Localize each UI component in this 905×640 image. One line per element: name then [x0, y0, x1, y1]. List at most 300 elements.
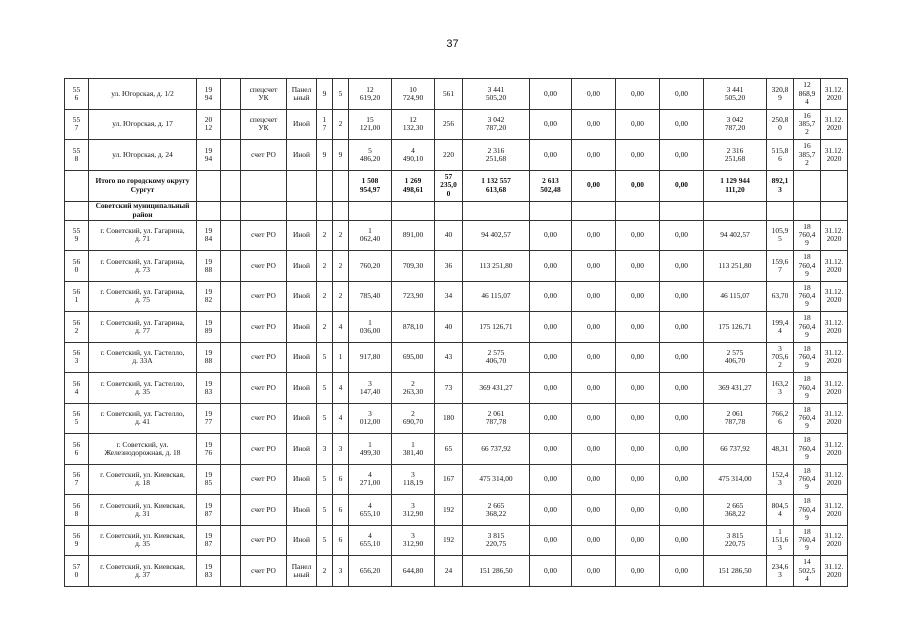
cell-cost-municipal: 0,00	[616, 109, 660, 140]
table-row	[65, 464, 848, 495]
cell-unit-cost: 3 705,6 2	[767, 342, 794, 373]
cell-year: 19 88	[197, 342, 221, 373]
cell-address: г. Советский, ул. Киевская, д. 35	[89, 525, 197, 556]
cell-address: г. Советский, ул. Гагарина, д. 75	[89, 281, 197, 312]
cell-deadline: 31.12. 2020	[821, 464, 848, 495]
cell-cost-owners: 151 286,50	[704, 556, 767, 587]
cell-empty	[221, 403, 241, 434]
cell-empty	[221, 495, 241, 526]
cell-entrances: 1	[333, 342, 349, 373]
cell-wall-material: Иной	[287, 525, 317, 556]
cell-area-total: 12 619,20	[349, 79, 392, 110]
cell-cost-other: 0,00	[660, 556, 704, 587]
table-row	[65, 79, 848, 110]
cell-entrances: 6	[333, 464, 349, 495]
cell-cost-municipal: 0,00	[616, 342, 660, 373]
cell-fund-type: счет РО	[241, 556, 287, 587]
cell-unit-cost: 199,4 4	[767, 312, 794, 343]
cell-entrances: 6	[333, 525, 349, 556]
cell-cost-fund: 0,00	[530, 434, 572, 465]
cell-cost-municipal: 0,00	[616, 220, 660, 251]
cell-cost-other: 0,00	[660, 79, 704, 110]
cell-max-cost: 18 760,4 9	[794, 312, 821, 343]
total-residents: 57 235,0 0	[435, 170, 463, 201]
sovetsky-rows	[65, 220, 848, 586]
cell-entrances: 3	[333, 434, 349, 465]
cell-area-total: 917,80	[349, 342, 392, 373]
cell-wall-material: Иной	[287, 220, 317, 251]
cell-year: 19 88	[197, 251, 221, 282]
cell-cost-fund: 0,00	[530, 79, 572, 110]
cell-residents: 43	[435, 342, 463, 373]
cell-cost-municipal: 0,00	[616, 79, 660, 110]
cell-fund-type: счет РО	[241, 251, 287, 282]
cell-number: 55 7	[65, 109, 89, 140]
cell-deadline: 31.12. 2020	[821, 403, 848, 434]
cell-unit-cost: 320,8 9	[767, 79, 794, 110]
cell-cost-regional: 0,00	[572, 251, 616, 282]
cell-number: 57 0	[65, 556, 89, 587]
cell-year: 19 77	[197, 403, 221, 434]
table-row	[65, 434, 848, 465]
cell-empty	[221, 556, 241, 587]
cell-fund-type: счет РО	[241, 464, 287, 495]
cell-cost-fund: 0,00	[530, 525, 572, 556]
cell-cost-fund: 0,00	[530, 251, 572, 282]
cell-fund-type: счет РО	[241, 525, 287, 556]
cell-address: г. Советский, ул. Киевская, д. 18	[89, 464, 197, 495]
cell-area-living: 695,00	[392, 342, 435, 373]
cell-number: 55 8	[65, 140, 89, 171]
cell-area-total: 4 271,00	[349, 464, 392, 495]
cell-deadline: 31.12. 2020	[821, 220, 848, 251]
cell-cost-total: 2 061 787,78	[463, 403, 530, 434]
cell-cost-municipal: 0,00	[616, 464, 660, 495]
cell-area-living: 1 381,40	[392, 434, 435, 465]
cell-cost-regional: 0,00	[572, 403, 616, 434]
cell-fund-type: спецсчет УК	[241, 79, 287, 110]
total-cost-owners: 1 129 944 111,20	[704, 170, 767, 201]
cell-fund-type: счет РО	[241, 403, 287, 434]
cell-cost-total: 2 316 251,68	[463, 140, 530, 171]
cell-cost-municipal: 0,00	[616, 281, 660, 312]
cell-residents: 73	[435, 373, 463, 404]
cell-fund-type: счет РО	[241, 434, 287, 465]
surgut-rows	[65, 79, 848, 171]
cell-number: 55 6	[65, 79, 89, 110]
cell-cost-other: 0,00	[660, 434, 704, 465]
cell-empty	[221, 342, 241, 373]
cell-cost-other: 0,00	[660, 342, 704, 373]
cell-empty	[221, 434, 241, 465]
cell-empty	[221, 79, 241, 110]
cell-cost-regional: 0,00	[572, 79, 616, 110]
cell-address: г. Советский, ул. Гастелло, д. 35	[89, 373, 197, 404]
cell-cost-municipal: 0,00	[616, 403, 660, 434]
cell-floors: 9	[317, 140, 333, 171]
cell-entrances: 2	[333, 109, 349, 140]
cell-address: г. Советский, ул. Киевская, д. 37	[89, 556, 197, 587]
cell-area-living: 878,10	[392, 312, 435, 343]
cell-cost-owners: 2 316 251,68	[704, 140, 767, 171]
cell-cost-fund: 0,00	[530, 495, 572, 526]
cell-wall-material: Иной	[287, 403, 317, 434]
cell-area-living: 2 263,30	[392, 373, 435, 404]
cell-number: 56 7	[65, 464, 89, 495]
cell-cost-municipal: 0,00	[616, 525, 660, 556]
cell-cost-total: 2 665 368,22	[463, 495, 530, 526]
cell-address: г. Советский, ул. Гастелло, д. 33А	[89, 342, 197, 373]
cell-cost-regional: 0,00	[572, 281, 616, 312]
cell-number: 56 2	[65, 312, 89, 343]
total-c3: 0,00	[616, 170, 660, 201]
cell-residents: 36	[435, 251, 463, 282]
cell-cost-owners: 2 665 368,22	[704, 495, 767, 526]
cell-max-cost: 18 760,4 9	[794, 434, 821, 465]
cell-cost-fund: 0,00	[530, 220, 572, 251]
table-row	[65, 495, 848, 526]
cell-max-cost: 18 760,4 9	[794, 373, 821, 404]
cell-number: 56 6	[65, 434, 89, 465]
cell-number: 56 4	[65, 373, 89, 404]
total-num	[65, 170, 89, 201]
cell-year: 19 85	[197, 464, 221, 495]
cell-cost-owners: 113 251,80	[704, 251, 767, 282]
cell-cost-owners: 3 042 787,20	[704, 109, 767, 140]
cell-wall-material: Иной	[287, 464, 317, 495]
cell-entrances: 2	[333, 281, 349, 312]
cell-unit-cost: 766,2 6	[767, 403, 794, 434]
cell-unit-cost: 1 151,6 3	[767, 525, 794, 556]
cell-residents: 167	[435, 464, 463, 495]
cell-year: 19 94	[197, 140, 221, 171]
cell-area-living: 891,00	[392, 220, 435, 251]
cell-deadline: 31.12. 2020	[821, 140, 848, 171]
cell-unit-cost: 105,9 5	[767, 220, 794, 251]
cell-residents: 561	[435, 79, 463, 110]
table-row	[65, 109, 848, 140]
cell-number: 55 9	[65, 220, 89, 251]
cell-area-total: 4 655,10	[349, 525, 392, 556]
cell-year: 19 87	[197, 495, 221, 526]
cell-cost-municipal: 0,00	[616, 434, 660, 465]
cell-fund-type: счет РО	[241, 495, 287, 526]
table-row	[65, 220, 848, 251]
cell-fund-type: счет РО	[241, 342, 287, 373]
cell-unit-cost: 234,6 3	[767, 556, 794, 587]
cell-max-cost: 14 502,5 4	[794, 556, 821, 587]
cell-cost-total: 94 402,57	[463, 220, 530, 251]
cell-cost-municipal: 0,00	[616, 556, 660, 587]
cell-floors: 9	[317, 79, 333, 110]
cell-cost-fund: 0,00	[530, 464, 572, 495]
cell-cost-municipal: 0,00	[616, 495, 660, 526]
cell-max-cost: 18 760,4 9	[794, 281, 821, 312]
cell-unit-cost: 515,8 6	[767, 140, 794, 171]
cell-unit-cost: 250,8 0	[767, 109, 794, 140]
cell-empty	[221, 220, 241, 251]
cell-empty	[221, 312, 241, 343]
cell-empty	[221, 373, 241, 404]
cell-max-cost: 18 760,4 9	[794, 525, 821, 556]
cell-address: ул. Югорская, д. 1/2	[89, 79, 197, 110]
cell-empty	[221, 109, 241, 140]
cell-address: г. Советский, ул. Киевская, д. 31	[89, 495, 197, 526]
cell-cost-regional: 0,00	[572, 495, 616, 526]
cell-entrances: 4	[333, 312, 349, 343]
cell-fund-type: счет РО	[241, 140, 287, 171]
total-row	[65, 170, 848, 201]
cell-cost-regional: 0,00	[572, 312, 616, 343]
cell-max-cost: 18 760,4 9	[794, 403, 821, 434]
table-row	[65, 373, 848, 404]
cell-cost-other: 0,00	[660, 109, 704, 140]
cell-cost-owners: 175 126,71	[704, 312, 767, 343]
cell-area-total: 3 147,40	[349, 373, 392, 404]
cell-residents: 192	[435, 495, 463, 526]
cell-cost-fund: 0,00	[530, 281, 572, 312]
cell-fund-type: счет РО	[241, 220, 287, 251]
cell-cost-owners: 3 441 505,20	[704, 79, 767, 110]
cell-area-total: 5 486,20	[349, 140, 392, 171]
cell-entrances: 2	[333, 251, 349, 282]
cell-address: г. Советский, ул. Гагарина, д. 73	[89, 251, 197, 282]
cell-year: 19 87	[197, 525, 221, 556]
cell-cost-other: 0,00	[660, 251, 704, 282]
cell-floors: 2	[317, 281, 333, 312]
cell-deadline: 31.12. 2020	[821, 281, 848, 312]
cell-area-living: 3 312,90	[392, 495, 435, 526]
cell-floors: 2	[317, 312, 333, 343]
cell-floors: 1 7	[317, 109, 333, 140]
cell-year: 20 12	[197, 109, 221, 140]
table-row	[65, 251, 848, 282]
capital-repair-table	[64, 78, 848, 587]
cell-cost-total: 3 815 220,75	[463, 525, 530, 556]
cell-area-living: 10 724,90	[392, 79, 435, 110]
cell-cost-total: 2 575 406,70	[463, 342, 530, 373]
table-row	[65, 525, 848, 556]
cell-floors: 5	[317, 342, 333, 373]
cell-cost-fund: 0,00	[530, 373, 572, 404]
cell-wall-material: Панел ьный	[287, 79, 317, 110]
cell-cost-regional: 0,00	[572, 464, 616, 495]
cell-area-living: 644,80	[392, 556, 435, 587]
cell-cost-owners: 475 314,00	[704, 464, 767, 495]
cell-unit-cost: 159,6 7	[767, 251, 794, 282]
cell-cost-other: 0,00	[660, 281, 704, 312]
cell-cost-total: 3 042 787,20	[463, 109, 530, 140]
cell-cost-fund: 0,00	[530, 312, 572, 343]
cell-residents: 180	[435, 403, 463, 434]
cell-wall-material: Иной	[287, 342, 317, 373]
cell-area-living: 3 312,90	[392, 525, 435, 556]
cell-cost-other: 0,00	[660, 403, 704, 434]
cell-entrances: 4	[333, 403, 349, 434]
cell-cost-regional: 0,00	[572, 220, 616, 251]
cell-cost-other: 0,00	[660, 140, 704, 171]
cell-address: г. Советский, ул. Железнодорожная, д. 18	[89, 434, 197, 465]
cell-floors: 2	[317, 220, 333, 251]
cell-residents: 256	[435, 109, 463, 140]
cell-number: 56 1	[65, 281, 89, 312]
cell-wall-material: Иной	[287, 109, 317, 140]
cell-area-total: 1 499,30	[349, 434, 392, 465]
cell-fund-type: счет РО	[241, 373, 287, 404]
cell-wall-material: Иной	[287, 373, 317, 404]
cell-unit-cost: 48,31	[767, 434, 794, 465]
total-c2: 0,00	[572, 170, 616, 201]
cell-floors: 2	[317, 251, 333, 282]
cell-entrances: 4	[333, 373, 349, 404]
table-row	[65, 140, 848, 171]
cell-area-total: 1 062,40	[349, 220, 392, 251]
cell-cost-owners: 46 115,07	[704, 281, 767, 312]
total-c1: 2 613 502,48	[530, 170, 572, 201]
cell-year: 19 89	[197, 312, 221, 343]
cell-address: г. Советский, ул. Гагарина, д. 71	[89, 220, 197, 251]
table-row	[65, 556, 848, 587]
cell-number: 56 5	[65, 403, 89, 434]
cell-entrances: 9	[333, 140, 349, 171]
cell-wall-material: Иной	[287, 495, 317, 526]
cell-wall-material: Иной	[287, 281, 317, 312]
cell-max-cost: 18 760,4 9	[794, 220, 821, 251]
cell-residents: 34	[435, 281, 463, 312]
cell-cost-total: 3 441 505,20	[463, 79, 530, 110]
cell-cost-municipal: 0,00	[616, 312, 660, 343]
cell-cost-owners: 3 815 220,75	[704, 525, 767, 556]
cell-deadline: 31.12. 2020	[821, 373, 848, 404]
cell-cost-other: 0,00	[660, 220, 704, 251]
cell-cost-municipal: 0,00	[616, 251, 660, 282]
cell-area-total: 760,20	[349, 251, 392, 282]
cell-wall-material: Иной	[287, 140, 317, 171]
cell-year: 19 83	[197, 373, 221, 404]
cell-area-total: 785,40	[349, 281, 392, 312]
cell-year: 19 82	[197, 281, 221, 312]
cell-cost-regional: 0,00	[572, 140, 616, 171]
total-cost-total: 1 132 557 613,68	[463, 170, 530, 201]
cell-empty	[221, 464, 241, 495]
cell-empty	[221, 251, 241, 282]
cell-unit-cost: 63,70	[767, 281, 794, 312]
total-c4: 0,00	[660, 170, 704, 201]
cell-unit-cost: 163,2 3	[767, 373, 794, 404]
cell-entrances: 6	[333, 495, 349, 526]
cell-number: 56 8	[65, 495, 89, 526]
section-title: Советский муниципальный район	[89, 201, 197, 220]
cell-cost-regional: 0,00	[572, 342, 616, 373]
cell-cost-owners: 94 402,57	[704, 220, 767, 251]
cell-deadline: 31.12. 2020	[821, 251, 848, 282]
table-row	[65, 312, 848, 343]
cell-year: 19 84	[197, 220, 221, 251]
cell-number: 56 9	[65, 525, 89, 556]
cell-area-total: 15 121,00	[349, 109, 392, 140]
cell-entrances: 5	[333, 79, 349, 110]
cell-address: г. Советский, ул. Гагарина, д. 77	[89, 312, 197, 343]
cell-max-cost: 16 385,7 2	[794, 140, 821, 171]
cell-wall-material: Иной	[287, 434, 317, 465]
cell-residents: 65	[435, 434, 463, 465]
cell-cost-regional: 0,00	[572, 434, 616, 465]
page-number: 37	[446, 38, 459, 50]
total-unit-cost: 892,1 3	[767, 170, 794, 201]
cell-area-living: 2 690,70	[392, 403, 435, 434]
cell-area-living: 4 490,10	[392, 140, 435, 171]
cell-deadline: 31.12. 2020	[821, 525, 848, 556]
cell-wall-material: Иной	[287, 312, 317, 343]
cell-entrances: 2	[333, 220, 349, 251]
cell-max-cost: 12 868,9 4	[794, 79, 821, 110]
section-header-row	[65, 201, 848, 220]
cell-cost-owners: 369 431,27	[704, 373, 767, 404]
cell-floors: 2	[317, 556, 333, 587]
cell-fund-type: счет РО	[241, 312, 287, 343]
cell-address: ул. Югорская, д. 24	[89, 140, 197, 171]
cell-cost-total: 66 737,92	[463, 434, 530, 465]
table-row	[65, 403, 848, 434]
cell-empty	[221, 281, 241, 312]
cell-cost-total: 369 431,27	[463, 373, 530, 404]
cell-area-total: 656,20	[349, 556, 392, 587]
cell-year: 19 83	[197, 556, 221, 587]
cell-area-total: 4 655,10	[349, 495, 392, 526]
cell-cost-regional: 0,00	[572, 556, 616, 587]
cell-cost-total: 475 314,00	[463, 464, 530, 495]
total-label: Итого по городскому округу Сургут	[89, 170, 197, 201]
cell-cost-owners: 2 575 406,70	[704, 342, 767, 373]
table-row	[65, 342, 848, 373]
cell-cost-municipal: 0,00	[616, 140, 660, 171]
cell-cost-other: 0,00	[660, 464, 704, 495]
cell-max-cost: 18 760,4 9	[794, 342, 821, 373]
cell-deadline: 31.12. 2020	[821, 556, 848, 587]
cell-cost-fund: 0,00	[530, 342, 572, 373]
cell-cost-total: 46 115,07	[463, 281, 530, 312]
cell-deadline: 31.12. 2020	[821, 342, 848, 373]
cell-deadline: 31.12. 2020	[821, 434, 848, 465]
cell-area-living: 3 118,19	[392, 464, 435, 495]
cell-floors: 5	[317, 525, 333, 556]
cell-cost-fund: 0,00	[530, 140, 572, 171]
cell-entrances: 3	[333, 556, 349, 587]
total-area-living: 1 269 498,61	[392, 170, 435, 201]
cell-cost-total: 175 126,71	[463, 312, 530, 343]
cell-deadline: 31.12. 2020	[821, 312, 848, 343]
cell-cost-regional: 0,00	[572, 373, 616, 404]
cell-max-cost: 16 385,7 2	[794, 109, 821, 140]
cell-floors: 5	[317, 495, 333, 526]
total-block	[65, 170, 848, 220]
total-area-total: 1 508 954,97	[349, 170, 392, 201]
cell-cost-municipal: 0,00	[616, 373, 660, 404]
cell-cost-total: 113 251,80	[463, 251, 530, 282]
cell-cost-other: 0,00	[660, 373, 704, 404]
cell-cost-other: 0,00	[660, 312, 704, 343]
cell-deadline: 31.12. 2020	[821, 109, 848, 140]
cell-area-living: 723,90	[392, 281, 435, 312]
cell-deadline: 31.12. 2020	[821, 79, 848, 110]
cell-residents: 40	[435, 312, 463, 343]
cell-unit-cost: 804,5 4	[767, 495, 794, 526]
cell-cost-regional: 0,00	[572, 109, 616, 140]
cell-floors: 5	[317, 373, 333, 404]
cell-address: г. Советский, ул. Гастелло, д. 41	[89, 403, 197, 434]
cell-cost-owners: 2 061 787,78	[704, 403, 767, 434]
cell-address: ул. Югорская, д. 17	[89, 109, 197, 140]
